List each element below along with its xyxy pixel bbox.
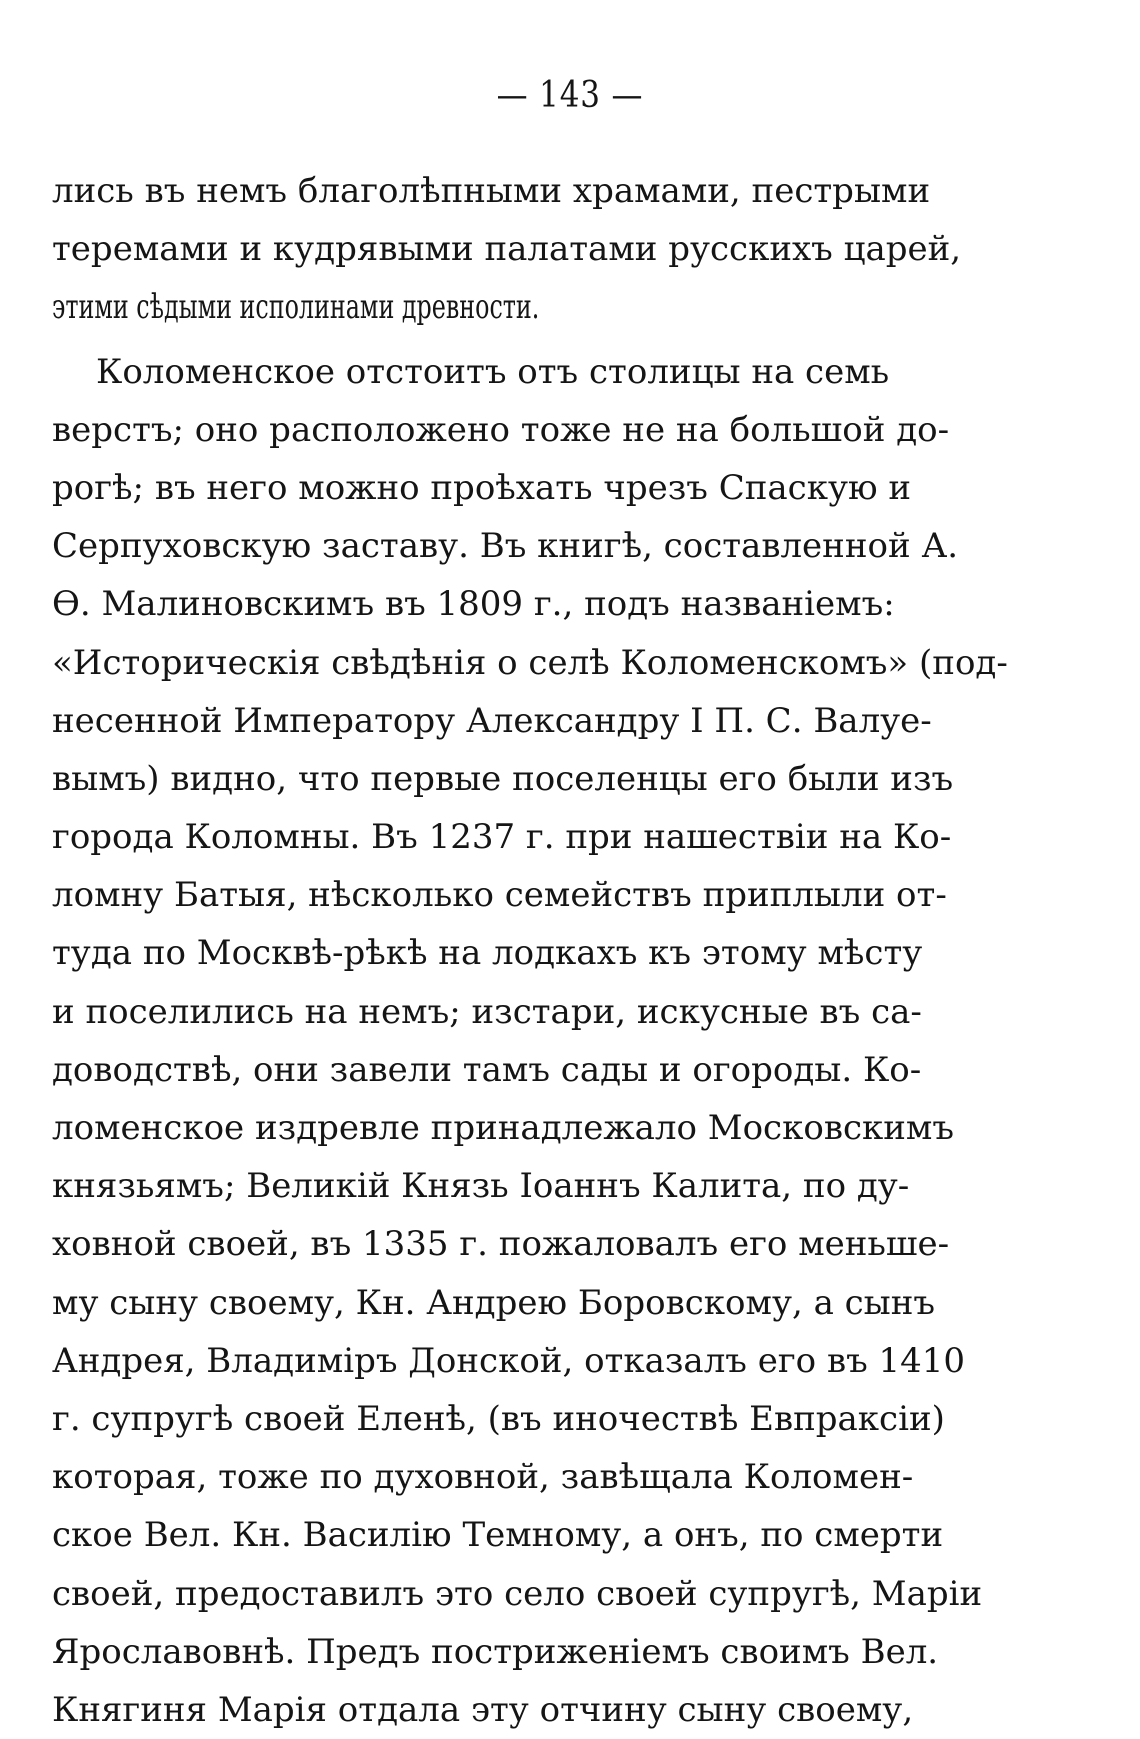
text-line: и поселились на немъ; изстари, искусные въ са- [52, 991, 922, 1032]
text-line: ское Вел. Кн. Василію Темному, а онъ, по смерти [52, 1515, 944, 1556]
text-line: князьямъ; Великій Князь Іоаннъ Калита, по ду- [52, 1166, 910, 1207]
text-line: ломну Батыя, нѣсколько семействъ приплыли от- [52, 875, 947, 916]
text-line: вымъ) видно, что первые поселенцы его были изъ [52, 758, 954, 799]
text-line: ховной своей, въ 1335 г. пожаловалъ его меньше- [52, 1224, 950, 1265]
text-line: доводствѣ, они завели тамъ сады и огороды. Ко- [52, 1049, 922, 1090]
text-line: «Историческія свѣдѣнія о селѣ Коломенскомъ» (под- [52, 642, 1008, 683]
text-line: верстъ; оно расположено тоже не на большой до- [52, 409, 950, 450]
text-line: туда по Москвѣ-рѣкѣ на лодкахъ къ этому мѣсту [52, 933, 923, 974]
body-text [52, 162, 1090, 1739]
text-line: своей, предоставилъ это село своей супругѣ, Маріи [52, 1573, 983, 1614]
text-line: Коломенское отстоитъ отъ столицы на семь [96, 351, 890, 392]
text-line: г. супругѣ своей Еленѣ, (въ иночествѣ Евпраксіи) [52, 1398, 945, 1439]
text-line: Ярославовнѣ. Предъ постриженіемъ своимъ Вел. [52, 1631, 939, 1672]
text-line: рогѣ; въ него можно проѣхать чрезъ Спаскую и [52, 467, 912, 508]
text-line: му сыну своему, Кн. Андрею Боровскому, а сынъ [52, 1282, 936, 1323]
text-line: Княгиня Марія отдала эту отчину сыну своему, [52, 1689, 914, 1730]
text-line: Ѳ. Малиновскимъ въ 1809 г., подъ названіемъ: [52, 584, 895, 625]
text-line: города Коломны. Въ 1237 г. при нашествіи на Ко- [52, 817, 952, 858]
text-line: Серпуховскую заставу. Въ книгѣ, составленной А. [52, 526, 958, 567]
page-number: — 143 — [496, 75, 644, 116]
text-line: ломенское издревле принадлежало Московскимъ [52, 1108, 954, 1148]
text-line: которая, тоже по духовной, завѣщала Коломен- [52, 1457, 914, 1498]
text-line: этими сѣдыми исполинами древности. [52, 287, 540, 328]
text-line: несенной Императору Александру I П. С. Валуе- [52, 700, 932, 741]
text-line: лись въ немъ благолѣпными храмами, пестрыми [52, 171, 931, 211]
text-line: Андрея, Владиміръ Донской, отказалъ его въ 1410 [52, 1340, 966, 1381]
text-line: теремами и кудрявыми палатами русскихъ царей, [52, 229, 962, 270]
